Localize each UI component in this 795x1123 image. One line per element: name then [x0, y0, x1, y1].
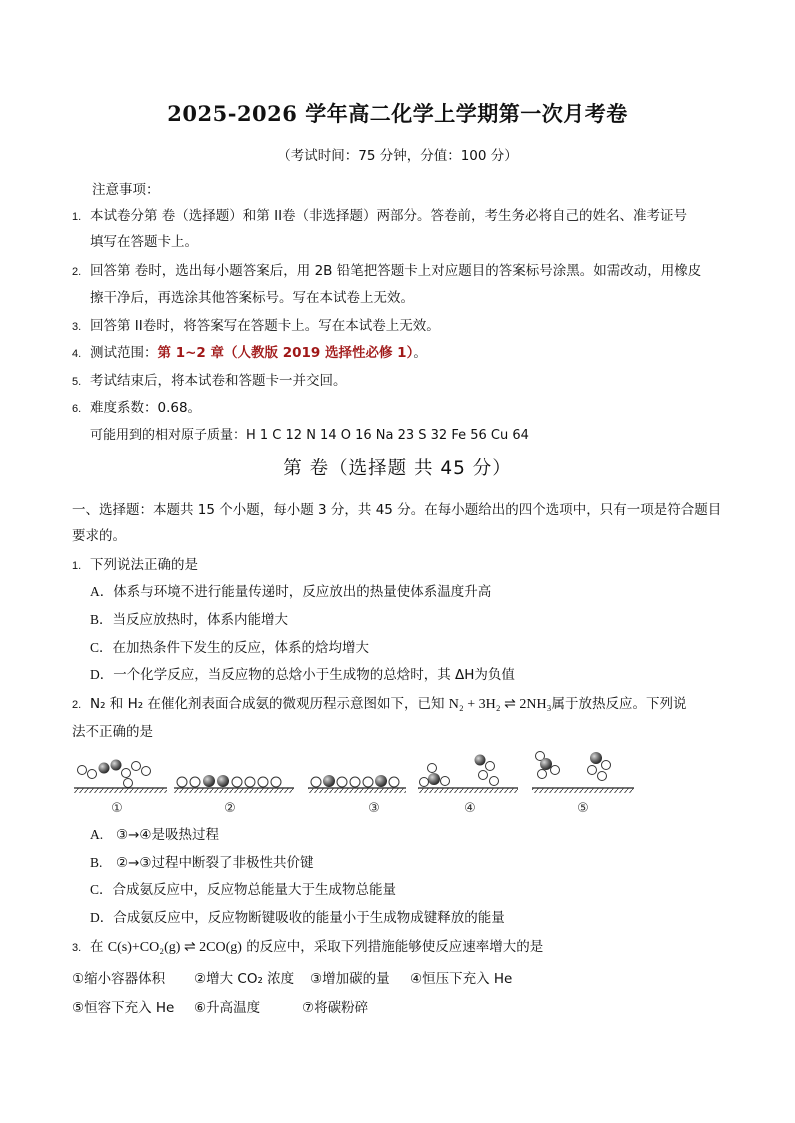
measure-item: ③增加碳的量	[310, 971, 390, 987]
instructions-line-1: 一、选择题：本题共 15 个小题，每小题 3 分，共 45 分。在每小题给出的四个选项中，只有一项是符合题目	[72, 502, 722, 518]
question-number: 2.	[72, 699, 82, 711]
measure-item: ⑥升高温度	[194, 1000, 261, 1016]
notice-5	[72, 369, 347, 389]
option-label: D．	[90, 667, 114, 682]
question-number: 3.	[72, 942, 82, 954]
stage-3	[308, 775, 406, 816]
atomic-masses: 可能用到的相对原子质量：H 1 C 12 N 14 O 16 Na 23 S 32 Fe 56 Cu 64	[90, 428, 529, 443]
notice-text: 回答第 卷时，选出每小题答案后，用 2B 铅笔把答题卡上对应题目的答案标号涂黑。如需改动，用橡皮	[90, 263, 702, 279]
measure-item: ②增大 CO₂ 浓度	[194, 971, 295, 987]
notice-1-cont	[90, 230, 198, 250]
q2-option-c	[90, 878, 396, 898]
option-text: ③→④是吸热过程	[116, 827, 220, 843]
option-text: 体系与环境不进行能量传递时，反应放出的热量使体系温度升高	[113, 584, 492, 600]
notice-6	[72, 396, 201, 416]
question-3-stem	[72, 935, 543, 956]
notice-number: 2.	[72, 266, 82, 278]
notice-4	[72, 341, 427, 361]
question-text: 属于放热反应。下列说	[551, 696, 687, 712]
notice-number: 6.	[72, 403, 82, 415]
stage-label: ⑤	[577, 801, 589, 816]
stage-4	[418, 755, 518, 817]
option-text: 在加热条件下发生的反应，体系的焓均增大	[112, 640, 370, 656]
question-2-stem	[72, 692, 686, 713]
notice-text: 测试范围：	[90, 345, 158, 361]
option-label: D．	[90, 910, 114, 925]
question-text: 的反应中，采取下列措施能够使反应速率增大的是	[241, 939, 544, 955]
q1-option-a	[90, 580, 491, 600]
option-label: C．	[90, 882, 113, 897]
option-label: B．	[90, 612, 113, 627]
option-label: B.	[90, 855, 103, 870]
stage-label: ③	[368, 801, 380, 816]
measure-item: ①缩小容器体积	[72, 971, 166, 987]
stage-5	[532, 752, 634, 817]
notice-number: 3.	[72, 321, 82, 333]
q3-measures-line-2	[72, 996, 368, 1016]
option-text: 合成氨反应中，反应物总能量大于生成物总能量	[112, 882, 397, 898]
notice-text: 本试卷分第 卷（选择题）和第 II卷（非选择题）两部分。答卷前，考生务必将自己的姓名、准考证号	[90, 208, 688, 224]
q2-option-a	[90, 823, 219, 843]
option-label: A．	[90, 584, 114, 599]
instructions-line-2: 要求的。	[72, 528, 126, 544]
notice-2-cont	[90, 286, 414, 306]
q3-measures-line-1	[72, 967, 512, 987]
notice-text: 考试结束后，将本试卷和答题卡一并交回。	[90, 373, 347, 389]
notice-text: 难度系数：0.68。	[90, 400, 202, 416]
notice-text: 回答第 II卷时，将答案写在答题卡上。写在本试卷上无效。	[90, 318, 440, 334]
option-text: 合成氨反应中，反应物断键吸收的能量小于生成物成键释放的能量	[113, 910, 505, 926]
option-text: 一个化学反应，当反应物的总焓小于生成物的总焓时，其 ΔH为负值	[113, 667, 515, 683]
q1-option-b	[90, 608, 288, 628]
notice-2	[72, 259, 701, 279]
stage-label: ①	[111, 801, 123, 816]
option-label: A.	[90, 827, 104, 842]
notice-text: 擦干净后，再选涂其他答案标号。写在本试卷上无效。	[90, 290, 414, 306]
question-1-stem	[72, 553, 198, 573]
measure-item: ④恒压下充入 He	[410, 971, 513, 987]
notice-text: 填写在答题卡上。	[90, 234, 198, 250]
question-text: 下列说法正确的是	[90, 557, 198, 573]
stage-label: ④	[464, 801, 476, 816]
reaction-equation: C(s)+CO₂(g) ⇌ 2CO(g)	[107, 940, 242, 955]
notice-3	[72, 314, 440, 334]
q2-option-b	[90, 851, 314, 871]
notice-number: 5.	[72, 376, 82, 388]
question-2-stem-cont: 法不正确的是	[72, 724, 153, 740]
question-text: 在	[90, 939, 108, 955]
notice-number: 4.	[72, 348, 82, 360]
q2-option-d	[90, 906, 505, 926]
stage-1	[74, 760, 167, 817]
test-scope-highlight: 第 1~2 章（人教版 2019 选择性必修 1）	[157, 345, 414, 361]
option-text: 当反应放热时，体系内能增大	[112, 612, 289, 628]
q1-option-d	[90, 663, 515, 683]
stage-2	[174, 775, 294, 816]
q1-option-c	[90, 636, 369, 656]
stage-label: ②	[224, 801, 236, 816]
exam-subtitle: （考试时间：75 分钟，分值：100 分）	[277, 148, 518, 164]
notice-text: 。	[413, 345, 427, 361]
option-label: C．	[90, 640, 113, 655]
question-text: N₂ 和 H₂ 在催化剂表面合成氨的微观历程示意图如下，已知	[90, 696, 449, 712]
measure-item: ⑦将碳粉碎	[302, 1000, 369, 1016]
notice-1	[72, 204, 687, 224]
ammonia-synthesis-diagram	[72, 748, 642, 820]
reaction-equation: N₂ + 3H₂ ⇌ 2NH₃	[448, 697, 552, 712]
measure-item: ⑤恒容下充入 He	[72, 1000, 175, 1016]
question-number: 1.	[72, 560, 82, 572]
page-title: 2025-2026 学年高二化学上学期第一次月考卷	[167, 101, 628, 126]
notice-number: 1.	[72, 211, 82, 223]
option-text: ②→③过程中断裂了非极性共价键	[116, 855, 314, 871]
notice-header: 注意事项：	[92, 182, 160, 198]
section-title: 第 卷（选择题 共 45 分）	[283, 458, 512, 479]
